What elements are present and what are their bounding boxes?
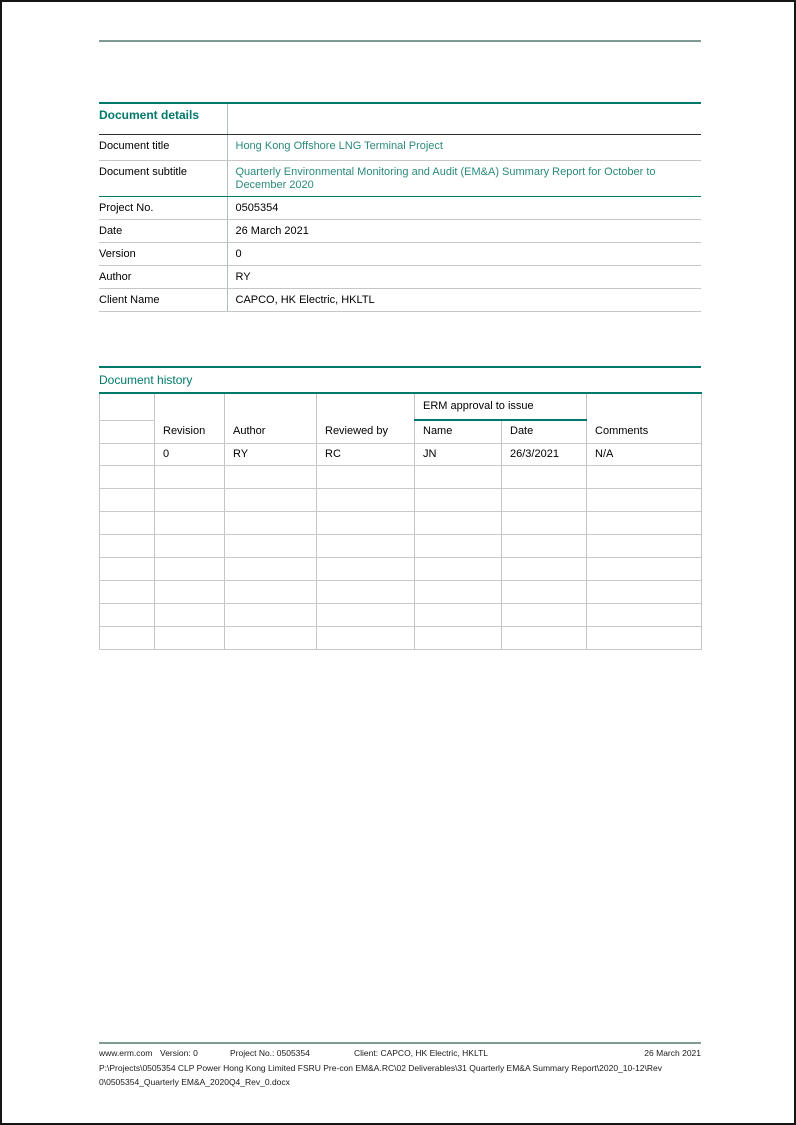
erm-approval-span-header: ERM approval to issue (415, 393, 587, 420)
history-row-stub (100, 420, 155, 443)
document-history-rule (99, 366, 701, 368)
document-details-heading: Document details (99, 103, 227, 134)
footer-project-no: Project No.: 0505354 (230, 1048, 310, 1058)
detail-value-title: Hong Kong Offshore LNG Terminal Project (227, 134, 701, 160)
history-empty-row (100, 626, 702, 649)
history-col-header-revision: Revision (155, 420, 225, 443)
detail-label-version: Version (99, 242, 227, 265)
detail-label-project-no: Project No. (99, 196, 227, 219)
detail-value-client-name: CAPCO, HK Electric, HKLTL (227, 288, 701, 311)
footer-version: Version: 0 (160, 1048, 198, 1058)
history-empty-header-cell (225, 393, 317, 420)
detail-value-subtitle: Quarterly Environmental Monitoring and Audit (EM&A) Summary Report for October to December 2020 (227, 160, 701, 196)
history-col-header-author: Author (225, 420, 317, 443)
history-col-header-name: Name (415, 420, 502, 443)
history-empty-row (100, 603, 702, 626)
history-empty-row (100, 511, 702, 534)
history-cell-revision: 0 (155, 443, 225, 465)
history-empty-header-cell (155, 393, 225, 420)
detail-value-date: 26 March 2021 (227, 219, 701, 242)
history-empty-row (100, 534, 702, 557)
detail-value-version: 0 (227, 242, 701, 265)
history-cell-name: JN (415, 443, 502, 465)
history-col-header-reviewed-by: Reviewed by (317, 420, 415, 443)
history-cell-comments: N/A (587, 443, 702, 465)
footer-date: 26 March 2021 (644, 1048, 701, 1058)
document-details-heading-spacer (227, 103, 701, 134)
document-details-table (99, 102, 701, 312)
history-cell-author: RY (225, 443, 317, 465)
page-footer (99, 1048, 701, 1089)
detail-label-date: Date (99, 219, 227, 242)
history-cell-reviewed-by: RC (317, 443, 415, 465)
footer-website: www.erm.com (99, 1048, 153, 1058)
history-data-row (100, 443, 702, 465)
detail-label-client-name: Client Name (99, 288, 227, 311)
header-rule (99, 40, 701, 42)
footer-client: Client: CAPCO, HK Electric, HKLTL (354, 1048, 488, 1058)
footer-rule (99, 1042, 701, 1044)
history-col-header-date: Date (502, 420, 587, 443)
document-history-heading: Document history (99, 373, 193, 387)
detail-value-project-no: 0505354 (227, 196, 701, 219)
footer-meta-line (99, 1048, 701, 1061)
history-empty-header-cell (587, 393, 702, 420)
detail-label-subtitle: Document subtitle (99, 160, 227, 196)
history-empty-header-cell (317, 393, 415, 420)
history-empty-row (100, 488, 702, 511)
detail-label-title: Document title (99, 134, 227, 160)
detail-label-author: Author (99, 265, 227, 288)
history-empty-row (100, 465, 702, 488)
history-col-header-comments: Comments (587, 420, 702, 443)
footer-file-path-line2: 0\0505354_Quarterly EM&A_2020Q4_Rev_0.docx (99, 1077, 290, 1087)
history-empty-row (100, 557, 702, 580)
history-cell-date: 26/3/2021 (502, 443, 587, 465)
history-empty-row (100, 580, 702, 603)
history-row-stub (100, 443, 155, 465)
document-history-table (99, 392, 702, 650)
history-corner-cell (100, 393, 155, 420)
detail-value-author: RY (227, 265, 701, 288)
footer-file-path-line1: P:\Projects\0505354 CLP Power Hong Kong Limited FSRU Pre-con EM&A.RC\02 Deliverables\31 Quarterly EM&A Summary Report\2020_10-12\Rev (99, 1063, 662, 1073)
